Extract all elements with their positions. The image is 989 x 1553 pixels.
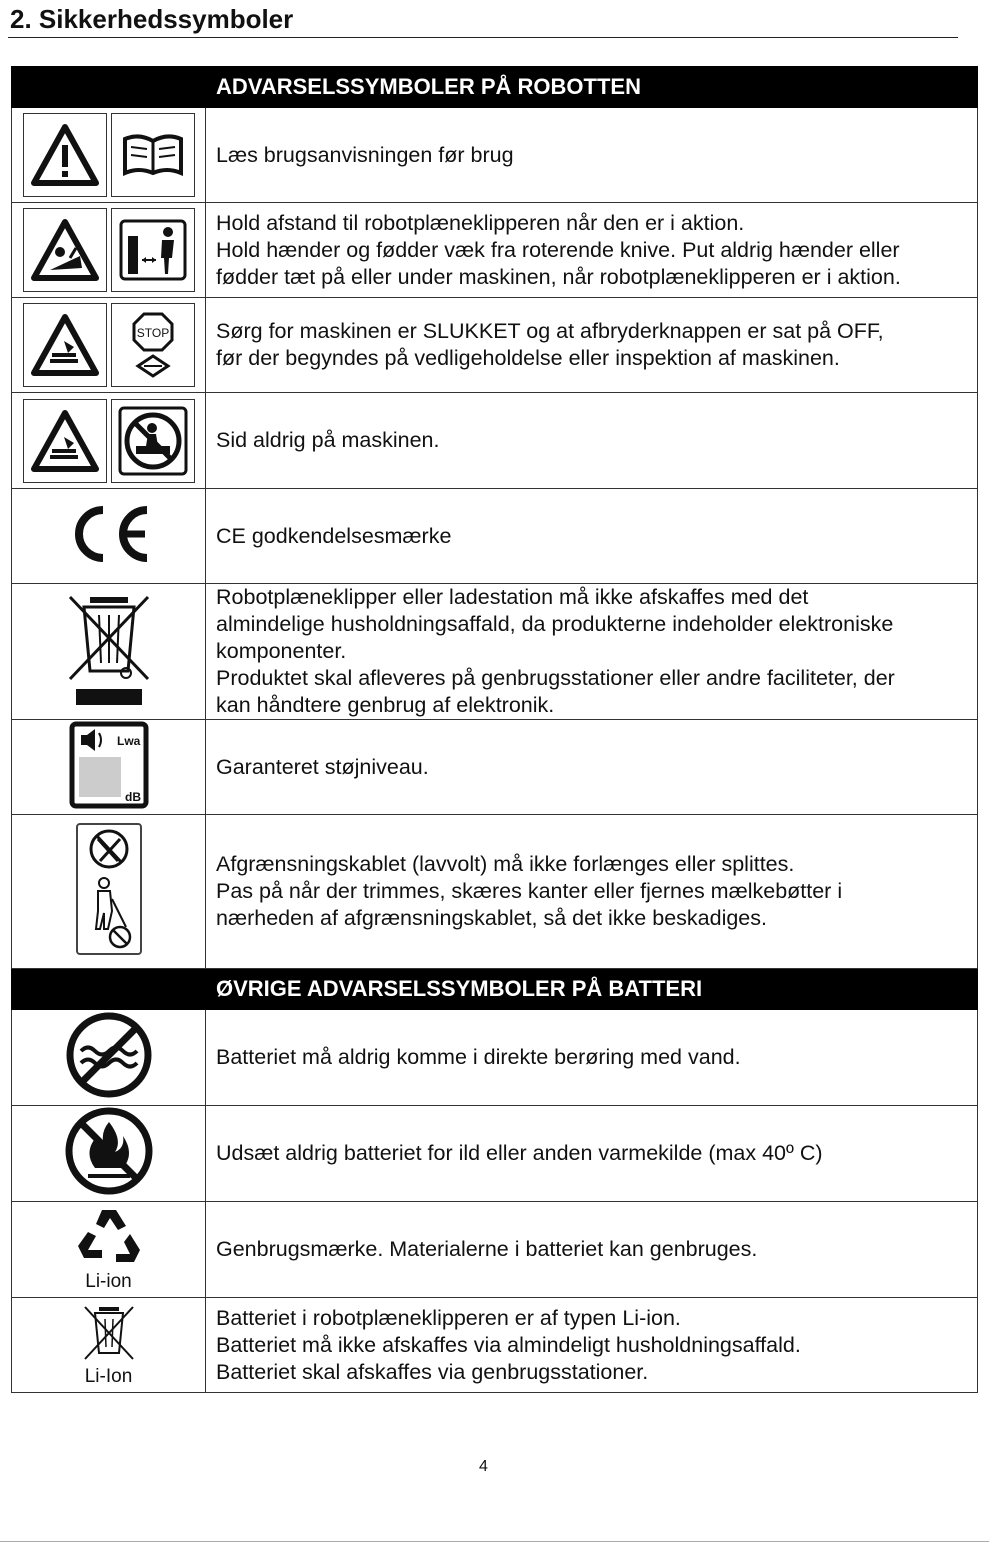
symbol-description: Sid aldrig på maskinen.: [216, 428, 440, 452]
lwa-label: Lwa: [116, 733, 140, 748]
table-row: [12, 1298, 978, 1393]
table-row: [12, 1202, 978, 1298]
symbol-description: Læs brugsanvisningen før brug: [216, 142, 514, 167]
robot-section-header: [12, 67, 978, 108]
symbol-description: Genbrugsmærke. Materialerne i batteriet kan genbruges.: [216, 1237, 758, 1261]
li-ion-label: Li-Ion: [84, 1365, 133, 1387]
table-row: [12, 489, 978, 584]
title-rule: [8, 37, 958, 38]
symbol-description: almindelige husholdningsaffald, da produkterne indeholder elektroniske: [216, 612, 894, 636]
bottom-rule: [0, 1541, 989, 1542]
table-row: [12, 720, 978, 815]
symbol-description: Pas på når der trimmes, skæres kanter eller fjernes mælkebøtter i: [216, 879, 843, 903]
table-row: [12, 1106, 978, 1202]
boundary-wire-caution-icon: [74, 821, 144, 957]
symbol-description: Udsæt aldrig batteriet for ild eller anden varmekilde (max 40º C): [216, 1141, 823, 1165]
no-fire-icon: [64, 1106, 154, 1196]
weee-crossed-bin-icon: [64, 591, 154, 707]
table-row: [12, 584, 978, 720]
table-row: [12, 298, 978, 393]
symbol-description: CE godkendelsesmærke: [216, 523, 452, 548]
symbol-description: Hold afstand til robotplæneklipperen når den er i aktion.: [216, 210, 745, 235]
keep-distance-icon: [118, 218, 188, 282]
robot-section-title: ADVARSELSSYMBOLER PÅ ROBOTTEN: [206, 67, 978, 108]
symbol-description: Garanteret støjniveau.: [216, 754, 429, 779]
header-blank-cell: [12, 969, 206, 1010]
stop-sign-icon: [118, 310, 188, 380]
stop-sign-text: STOP: [136, 326, 169, 340]
symbol-description: Batteriet skal afskaffes via genbrugsstationer.: [216, 1359, 649, 1384]
page-number: 4: [479, 1458, 488, 1475]
battery-section-header: [12, 969, 978, 1010]
symbol-description: nærheden af afgrænsningskablet, så det ikke beskadiges.: [216, 906, 767, 930]
battery-weee-bin-icon: [81, 1303, 137, 1363]
symbol-description: Batteriet må aldrig komme i direkte berøring med vand.: [216, 1045, 741, 1069]
recycle-icon: [74, 1206, 144, 1268]
symbol-description: Produktet skal afleveres på genbrugsstationer eller andre faciliteter, der: [216, 666, 895, 690]
no-water-icon: [65, 1011, 153, 1099]
warning-triangle-icon: [30, 123, 100, 187]
symbol-description: komponenter.: [216, 639, 347, 663]
symbol-description: Batteriet i robotplæneklipperen er af typen Li-ion.: [216, 1305, 681, 1330]
table-row: [12, 108, 978, 203]
symbol-description: Hold hænder og fødder væk fra roterende knive. Put aldrig hænder eller: [216, 237, 900, 262]
symbol-description: Robotplæneklipper eller ladestation må ikke afskaffes med det: [216, 585, 809, 609]
maintenance-warning-icon: [30, 313, 100, 377]
page-title: 2. Sikkerhedssymboler: [10, 4, 294, 34]
symbol-description: kan håndtere genbrug af elektronik.: [216, 693, 555, 717]
no-riding-icon: [118, 406, 188, 476]
symbol-description: før der begyndes på vedligeholdelse eller inspektion af maskinen.: [216, 346, 840, 370]
blade-hazard-warning-icon: [30, 218, 100, 282]
li-ion-label: Li-ion: [85, 1271, 132, 1292]
symbol-description: fødder tæt på eller under maskinen, når robotplæneklipperen er i aktion.: [216, 264, 901, 289]
noise-level-icon: [69, 721, 149, 809]
ride-hazard-warning-icon: [30, 409, 100, 473]
safety-symbols-table: [11, 66, 978, 1393]
db-label: dB: [124, 789, 141, 804]
symbol-description: Afgrænsningskablet (lavvolt) må ikke forlænges eller splittes.: [216, 852, 795, 876]
manual-book-icon: [121, 133, 185, 177]
table-row: [12, 203, 978, 298]
table-row: [12, 393, 978, 489]
battery-section-title: ØVRIGE ADVARSELSSYMBOLER PÅ BATTERI: [206, 969, 978, 1010]
table-row: [12, 815, 978, 969]
symbol-description: Batteriet må ikke afskaffes via almindeligt husholdningsaffald.: [216, 1332, 801, 1357]
ce-mark-icon: [61, 502, 157, 566]
symbol-description: Sørg for maskinen er SLUKKET og at afbryderknappen er sat på OFF,: [216, 319, 884, 343]
table-row: [12, 1010, 978, 1106]
header-blank-cell: [12, 67, 206, 108]
